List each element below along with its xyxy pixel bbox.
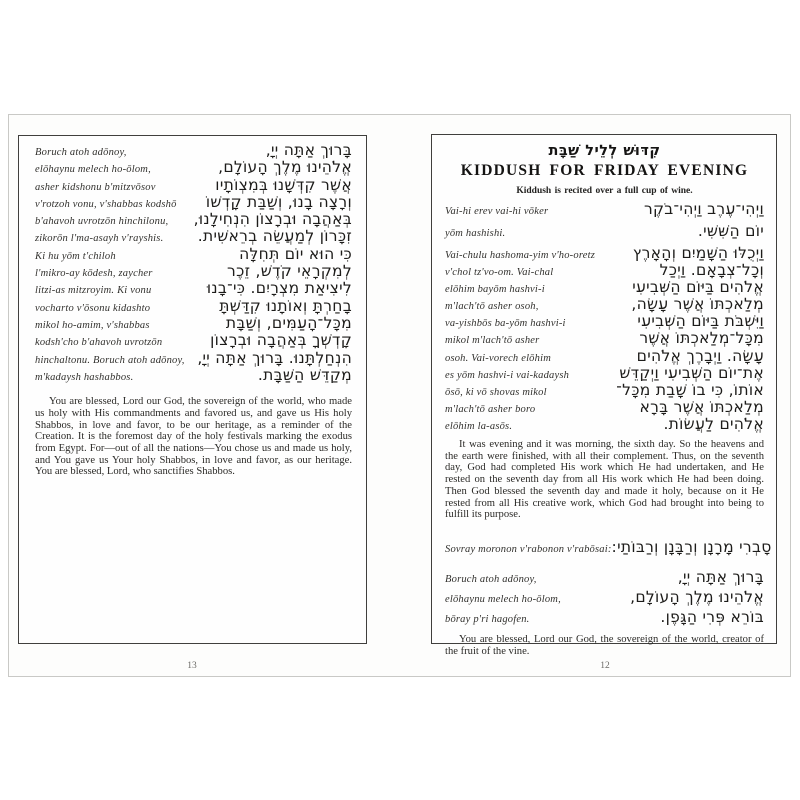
verse-row	[445, 221, 764, 246]
hebrew-text: אֱלֹהִים בַּיּוֹם הַשְּׁבִיעִי	[632, 278, 764, 297]
transliteration-text: litzi-as mitzroyim. Ki vonu	[35, 285, 152, 297]
transliteration-text: elōhaynu melech ho-ōlom,	[35, 164, 151, 176]
transliteration-text: vocharto v'ōsonu kidashto	[35, 302, 151, 314]
section-title: KIDDUSH FOR FRIDAY EVENING	[460, 162, 749, 179]
transliteration-text: b'ahavoh uvrotzōn hinchilonu,	[35, 216, 169, 228]
english-translation-creation: It was evening and it was morning, the sixth day. So the heavens and the earth were finished, with all their complement. Thus, on the seventh day, God had completed His work which He had undertaken, and He rested on the seventh day from all His work which He had been doing. Then God blessed the seventh day and made it holy, because on it He rested from all His creative work, which God had brought into being to fulfill its purpose.	[445, 439, 764, 521]
hebrew-text: בְּאַהֲבָה וּבְרָצוֹן הִנְחִילָנוּ,	[193, 210, 352, 229]
hebrew-text: אֱלֹהֵינוּ מֶלֶךְ הָעוֹלָם,	[630, 588, 764, 607]
transliteration-text: m'kadaysh hashabbos.	[35, 371, 134, 383]
hebrew-text: מִכָּל־מְלַאכְתּוֹ אֲשֶׁר	[639, 329, 764, 348]
hebrew-text: לְמִקְרָאֵי קֹדֶשׁ, זֵכֶר	[227, 262, 352, 281]
transliteration-text: va-yishbōs ba-yōm hashvi-i	[445, 318, 566, 330]
hebrew-text: בָּרוּךְ אַתָּה יְיָ,	[265, 141, 352, 159]
transliteration-text: elōhaynu melech ho-ōlom,	[445, 594, 561, 606]
opening-verse-block	[445, 202, 764, 245]
verse-row	[445, 610, 764, 630]
transliteration-text: osoh. Vai-vorech elōhim	[445, 352, 551, 364]
ritual-instruction: Kiddush is recited over a full cup of wine.	[516, 186, 693, 196]
transliteration-text: m'lach'tō asher osoh,	[445, 301, 539, 313]
transliteration-text: mikol m'lach'tō asher	[445, 335, 540, 347]
page-number-right: 12	[600, 661, 610, 671]
verse-row	[445, 570, 764, 590]
page-number-left: 13	[187, 661, 197, 671]
transliteration-text: Vai-chulu hashoma-yim v'ho-oretz	[445, 250, 595, 261]
hebrew-text: מְלַאכְתּוֹ אֲשֶׁר בָּרָא	[639, 397, 764, 416]
verse-row	[35, 365, 352, 385]
hebrew-text: אֱלֹהֵינוּ מֶלֶךְ הָעוֹלָם,	[218, 158, 352, 177]
hebrew-text: וַיִּשְׁבֹּת בַּיּוֹם הַשְּׁבִיעִי	[637, 312, 764, 331]
hebrew-text: הִנְחַלְתָּנוּ. בָּרוּךְ אַתָּה יְיָ,	[197, 348, 352, 367]
transliteration-text: yōm hashishi.	[445, 227, 506, 239]
transliteration-text: elōhim la-asōs.	[445, 420, 513, 432]
english-translation-blessing: You are blessed, Lord our God, the sovereign of the world, creator of the fruit of the vine.	[445, 634, 764, 657]
transliteration-text: Boruch atoh adōnoy,	[445, 574, 537, 586]
hebrew-text: מְלַאכְתּוֹ אֲשֶׁר עָשָׂה,	[631, 295, 764, 314]
hebrew-text: אֱלֹהִים לַעֲשׂוֹת.	[663, 414, 764, 433]
english-translation: You are blessed, Lord our God, the sovereign of the world, who made us holy with His commandments and favored us, and gave us His holy Shabbos, in love and favor, to be our heritage, as a reminder of the Creation. It is the foremost day of the holy festivals marking the exodus from Egypt. For—out of all the nations—You chose us and made us holy, and You gave us Your holy Shabbos, in love and favor, as our heritage. You are blessed, Lord, who sanctifies Shabbos.	[35, 396, 352, 478]
transliteration-text: Boruch atoh adōnoy,	[35, 147, 127, 158]
hebrew-section-title: קִדּוּשׁ לְלֵיל שַׁבָּת	[548, 143, 661, 159]
book-spread	[8, 114, 791, 677]
transliteration-text: bōray p'ri hagofen.	[445, 614, 530, 626]
hebrew-text: אֲשֶׁר קִדְּשָׁנוּ בְּמִצְוֹתָיו	[215, 175, 352, 194]
vaychulu-verse-block	[445, 246, 764, 434]
transliteration-text: Ki hu yōm t'chiloh	[35, 250, 116, 262]
hebrew-text: בָחַרְתָּ וְאוֹתָנוּ קִדַּשְׁתָּ	[219, 296, 352, 315]
hebrew-text: קָדְשְׁךָ בְּאַהֲבָה וּבְרָצוֹן	[210, 331, 352, 350]
hebrew-text: מְקַדֵּשׁ הַשַּׁבָּת.	[257, 365, 352, 384]
transliteration-text: elōhim bayōm hashvi-i	[445, 284, 545, 296]
transliteration-text: kodsh'cho b'ahavoh uvrotzōn	[35, 337, 163, 349]
hebrew-text: וַיְכֻלּוּ הַשָּׁמַיִם וְהָאָרֶץ	[632, 244, 764, 262]
hebrew-text: סָבְרִי מָרָנָן וְרַבָּנָן וְרַבּוֹתַי:	[611, 537, 772, 556]
sovray-row	[445, 537, 772, 557]
wine-blessing-block	[445, 570, 764, 630]
hebrew-text: אֶת־יוֹם הַשְּׁבִיעִי וַיְקַדֵּשׁ	[619, 363, 764, 382]
transliteration-text: Vai-hi erev vai-hi vōker	[445, 206, 549, 217]
right-page	[431, 134, 777, 657]
transliteration-text: es yōm hashvi-i vai-kadaysh	[445, 369, 570, 381]
left-verse-block	[35, 143, 352, 385]
transliteration-text: ōsō, ki vō shovas mikol	[445, 386, 547, 398]
hebrew-text: בּוֹרֵא פְּרִי הַגָּפֶן.	[660, 608, 764, 627]
transliteration-text: m'lach'tō asher boro	[445, 403, 536, 415]
hebrew-text: כִּי הוּא יוֹם תְּחִלָּה	[239, 244, 352, 263]
transliteration-text: v'rotzoh vonu, v'shabbas kodshō	[35, 198, 177, 210]
hebrew-text: וַיְהִי־עֶרֶב וַיְהִי־בֹקֶר	[643, 200, 764, 218]
verse-row	[445, 331, 764, 348]
transliteration-text: v'chol tz'vo-om. Vai-chal	[445, 267, 554, 279]
verse-row	[35, 333, 352, 350]
transliteration-text: mikol ho-amim, v'shabbas	[35, 319, 150, 331]
verse-row	[445, 202, 764, 224]
hebrew-text: יוֹם הַשִּׁשִּׁי.	[697, 221, 764, 240]
transliteration-text: Sovray moronon v'rabonon v'rabōsai:	[445, 543, 612, 555]
hebrew-text: וְרָצָה בָנוּ, וְשַׁבַּת קָדְשׁוֹ	[205, 192, 352, 211]
verse-row	[445, 590, 764, 610]
hebrew-text: וְכָל־צְבָאָם. וַיְכַל	[659, 261, 764, 280]
transliteration-text: l'mikro-ay kōdesh, zaycher	[35, 268, 153, 280]
left-page	[18, 135, 367, 644]
transliteration-text: asher kidshonu b'mitzvōsov	[35, 181, 156, 193]
hebrew-text: מִכָּל־הָעַמִּים, וְשַׁבָּת	[225, 313, 352, 332]
verse-row	[35, 160, 352, 177]
hebrew-text: בָּרוּךְ אַתָּה יְיָ,	[677, 568, 764, 587]
hebrew-text: אוֹתוֹ, כִּי בוֹ שָׁבַת מִכָּל־	[616, 380, 764, 399]
hebrew-text: עָשָׂה. וַיְבָרֶךְ אֱלֹהִים	[636, 346, 764, 365]
verse-row	[445, 414, 764, 434]
transliteration-text: zikorōn l'ma-asayh v'rayshis.	[35, 233, 164, 245]
hebrew-text: זִכָּרוֹן לְמַעֲשֵׂה בְרֵאשִׁית.	[197, 227, 352, 246]
transliteration-text: hinchaltonu. Boruch atoh adōnoy,	[35, 354, 185, 366]
hebrew-text: לִיצִיאַת מִצְרָיִם. כִּי־בָנוּ	[206, 279, 352, 298]
